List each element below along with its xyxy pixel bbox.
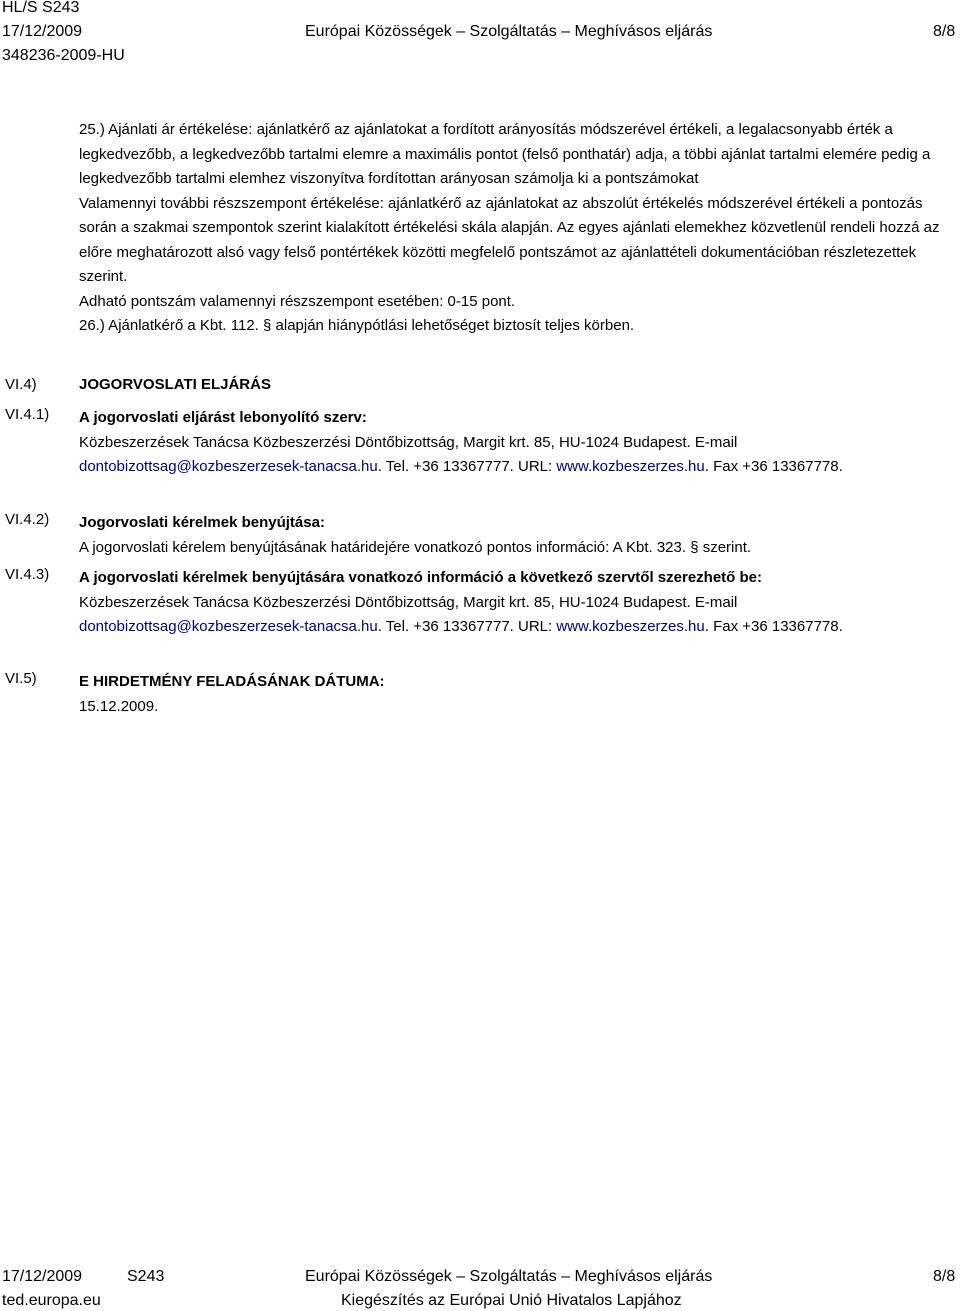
section-number: VI.4.1)	[5, 406, 50, 423]
doc-ref: HL/S S243	[2, 0, 80, 16]
section-number: VI.4.2)	[5, 511, 50, 528]
page-header	[0, 0, 960, 70]
section-number: VI.5)	[5, 670, 37, 687]
page-footer	[0, 1262, 960, 1311]
footer-page-number: 8/8	[933, 1268, 956, 1285]
deadline-info: A jogorvoslati kérelem benyújtásának határidejére vonatkozó pontos információ: A Kbt. 323. § szerint.	[79, 538, 752, 556]
url-link[interactable]: www.kozbeszerzes.hu	[556, 458, 705, 475]
footer-site: ted.europa.eu	[2, 1292, 101, 1309]
contact-line	[79, 455, 949, 480]
evaluation-text	[79, 118, 949, 339]
section-heading: E HIRDETMÉNY FELADÁSÁNAK DÁTUMA:	[79, 673, 385, 690]
section-heading: JOGORVOSLATI ELJÁRÁS	[79, 376, 271, 393]
section-number: VI.4.3)	[5, 566, 50, 583]
footer-doc-ref: S243	[127, 1268, 165, 1285]
paragraph-deficiency-remedy: 26.) Ajánlatkérő a Kbt. 112. § alapján hiánypótlási lehetőséget biztosít teljes körben.	[79, 317, 635, 334]
email-link[interactable]: dontobizottsag@kozbeszerzesek-tanacsa.hu	[79, 618, 378, 635]
header-title: Európai Közösségek – Szolgáltatás – Meghívásos eljárás	[305, 23, 713, 40]
fax-text: . Fax +36 13367778.	[704, 618, 843, 635]
section-heading: A jogorvoslati kérelmek benyújtására vonatkozó információ a következő szervtől szerezhető be:	[79, 569, 762, 586]
review-body-address: Közbeszerzések Tanácsa Közbeszerzési Döntőbizottság, Margit krt. 85, HU-1024 Budapest. E-mail	[79, 433, 738, 451]
section-heading: A jogorvoslati eljárást lebonyolító szerv:	[79, 409, 367, 426]
tel-text: . Tel. +36 13367777. URL:	[377, 458, 557, 475]
footer-title: Európai Közösségek – Szolgáltatás – Meghívásos eljárás	[305, 1268, 713, 1285]
url-link[interactable]: www.kozbeszerzes.hu	[556, 618, 705, 635]
email-link[interactable]: dontobizottsag@kozbeszerzesek-tanacsa.hu	[79, 458, 378, 475]
footer-date: 17/12/2009	[2, 1268, 83, 1285]
tel-text: . Tel. +36 13367777. URL:	[377, 618, 557, 635]
info-body-address: Közbeszerzések Tanácsa Közbeszerzési Döntőbizottság, Margit krt. 85, HU-1024 Budapest. E-mail	[79, 593, 738, 611]
contact-line	[79, 615, 949, 640]
section-heading: Jogorvoslati kérelmek benyújtása:	[79, 514, 325, 531]
notice-id: 348236-2009-HU	[2, 47, 125, 64]
footer-journal: Kiegészítés az Európai Unió Hivatalos Lapjához	[341, 1292, 682, 1309]
fax-text: . Fax +36 13367778.	[704, 458, 843, 475]
section-number: VI.4)	[5, 376, 37, 393]
paragraph-price-evaluation: 25.) Ajánlati ár értékelése: ajánlatkérő az ajánlatokat a fordított arányosítás módszerével értékeli, a legalacsonyabb érték a legkedvezőbb, a legkedvezőbb tartalmi elemre a maximális pontot (felső ponthatár) adja, a többi ajánlat tartalmi elemére pedig a legkedvezőbb tartalmi elemhez viszonyítva fordítottan arányosan számolja ki a pontszámokat	[79, 121, 931, 187]
paragraph-subcriteria-evaluation: Valamennyi további részszempont értékelése: ajánlatkérő az ajánlatokat az abszolút értékelés módszerével értékeli a pontozás során a szakmai szempontok szerint kialakított értékelési skála alapján. Az egyes ajánlati elemekhez közvetlenül rendeli hozzá az előre meghatározott alsó vagy felső pontértékek közötti megfelelő pontszámot az ajánlattételi dokumentációban részletezettek szerint.	[79, 194, 940, 285]
dispatch-date: 15.12.2009.	[79, 697, 159, 715]
header-date: 17/12/2009	[2, 23, 83, 40]
paragraph-score-range: Adható pontszám valamennyi részszempont esetében: 0-15 pont.	[79, 292, 516, 310]
header-page-number: 8/8	[933, 23, 956, 40]
